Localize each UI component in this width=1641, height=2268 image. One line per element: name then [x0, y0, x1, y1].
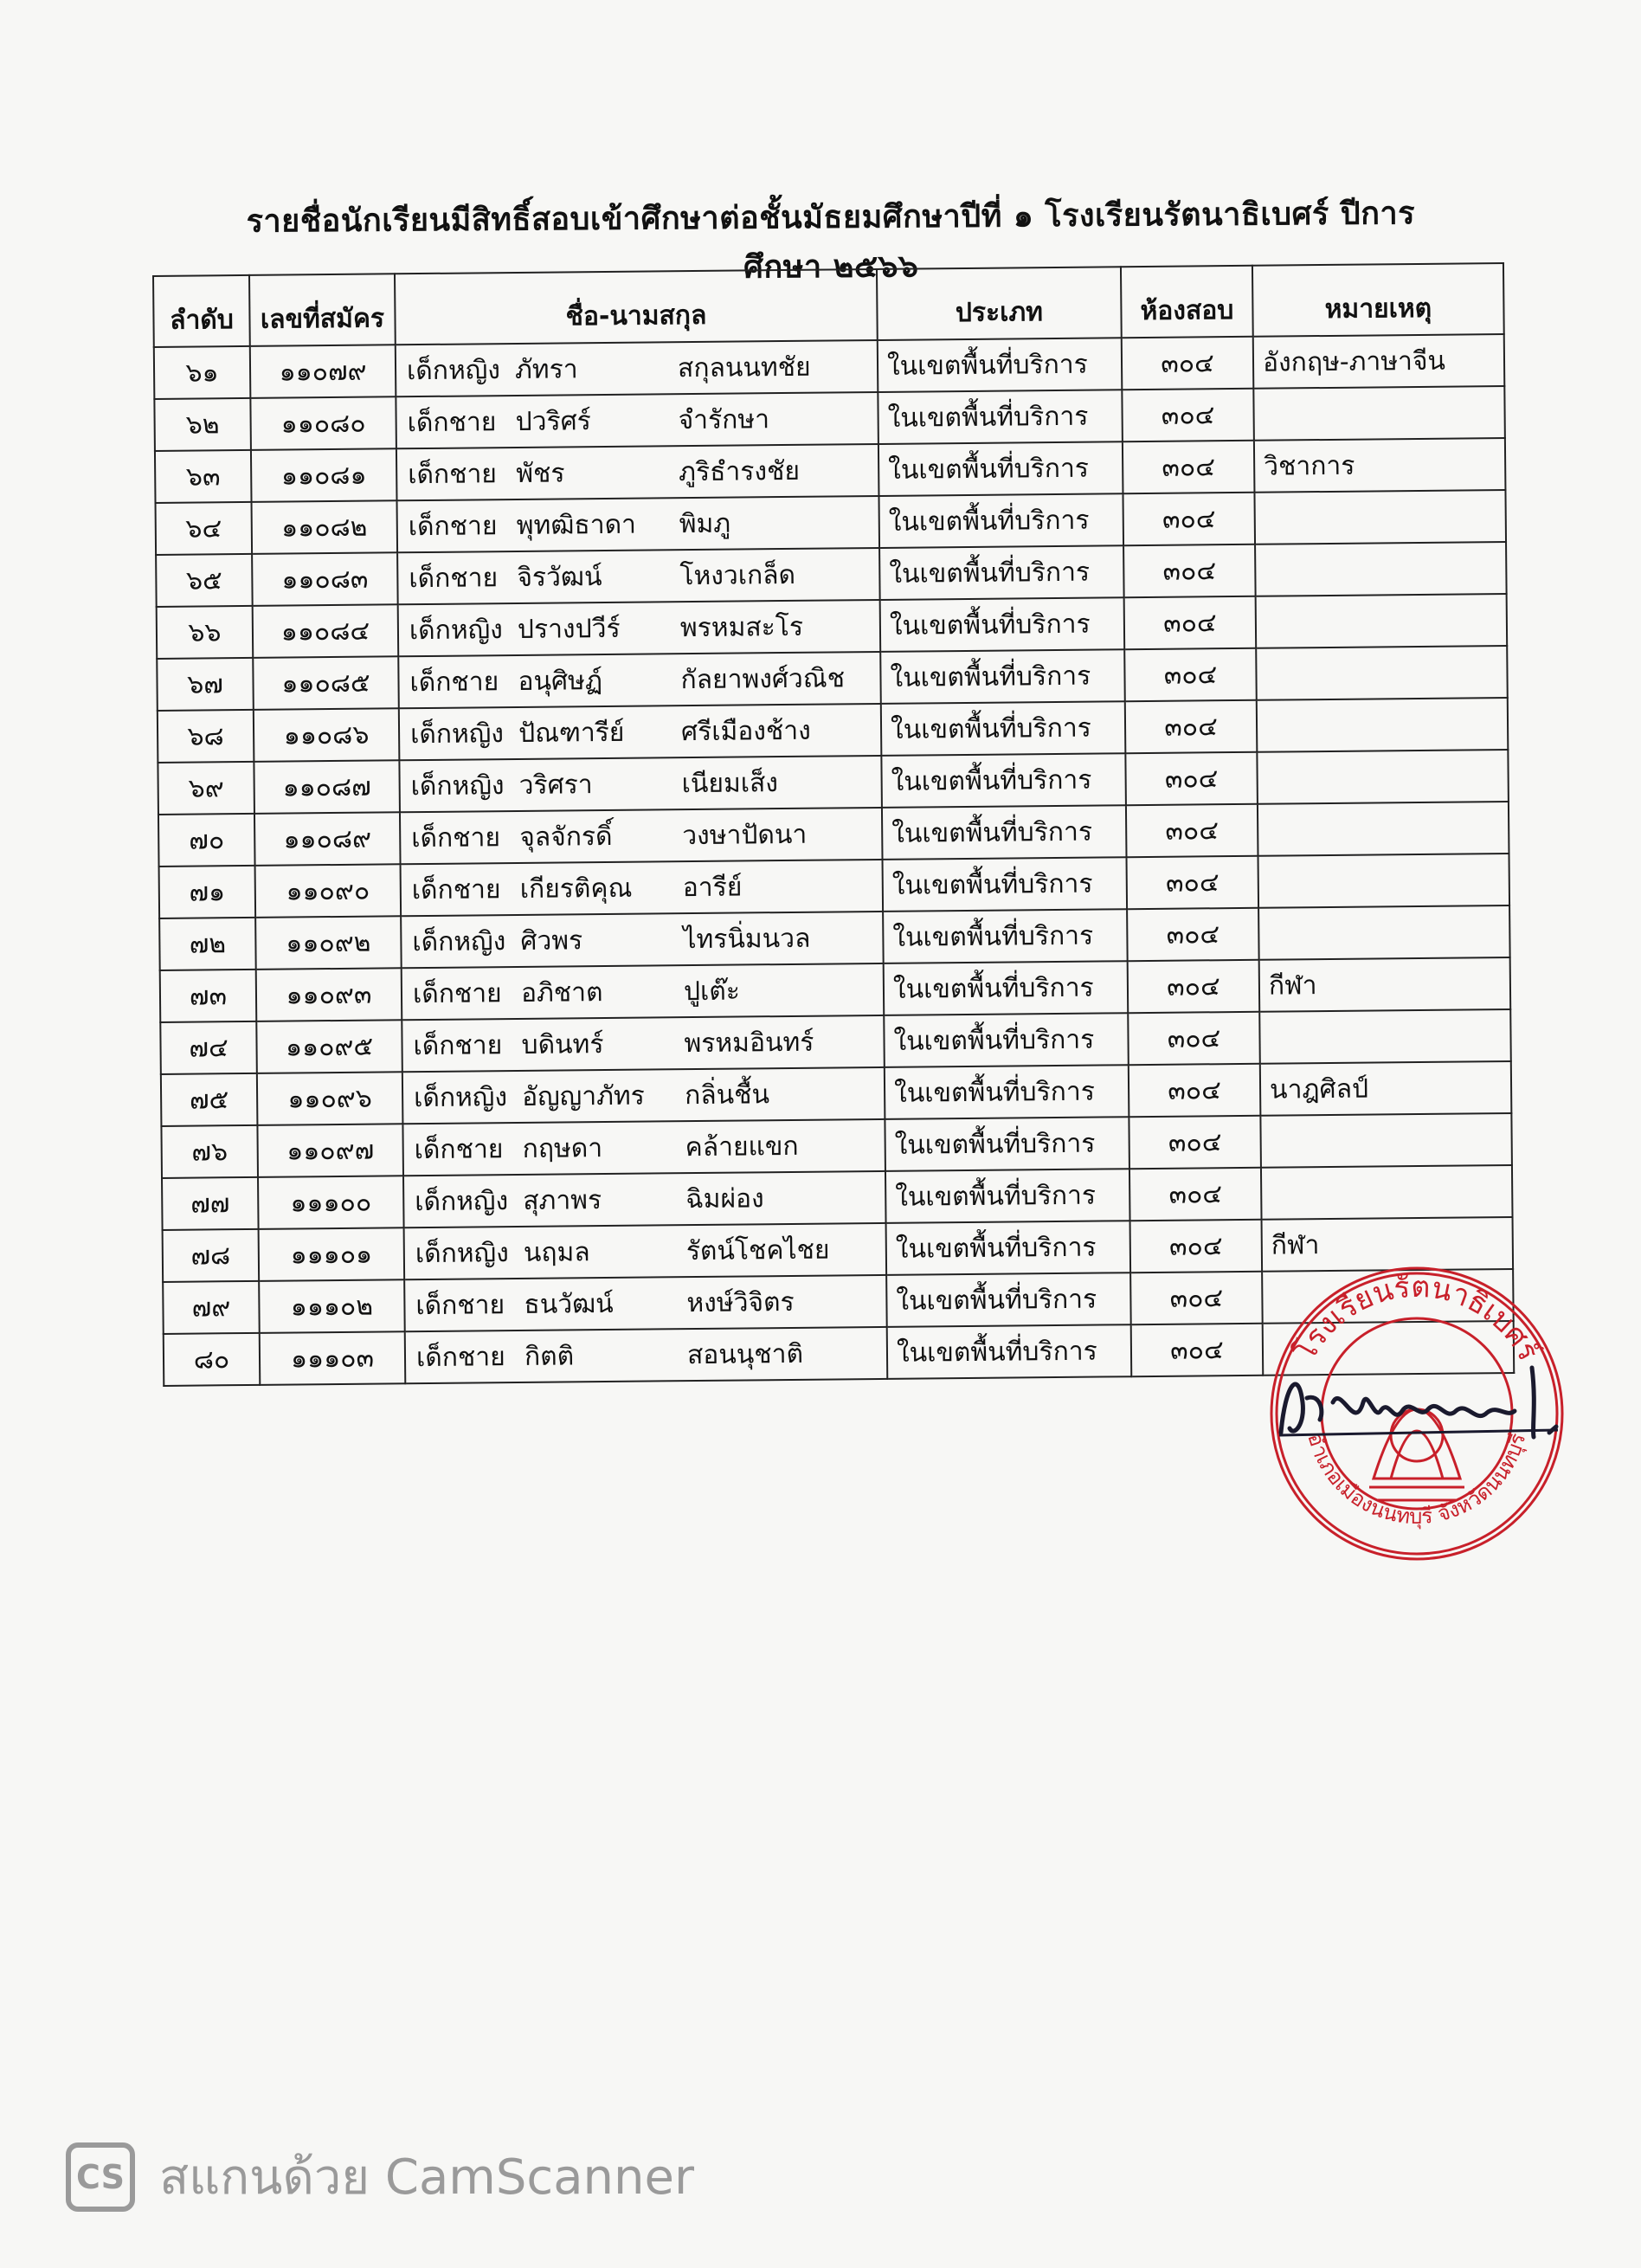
cell-room: ๓๐๔	[1128, 960, 1260, 1013]
cell-name	[402, 963, 885, 1020]
first-name: พุทฒิธาดา	[516, 509, 637, 541]
last-name: พรหมสะโร	[679, 611, 804, 643]
cell-type: ในเขตพื้นที่บริการ	[887, 1324, 1132, 1379]
cell-name	[403, 1171, 886, 1227]
header-room: ห้องสอบ	[1121, 266, 1253, 338]
cell-app-no: ๑๑๑๐๓	[260, 1331, 406, 1385]
cell-no: ๗๒	[159, 918, 256, 970]
cell-no: ๖๒	[154, 398, 251, 451]
cell-type: ในเขตพื้นที่บริการ	[884, 961, 1129, 1015]
cell-app-no: ๑๑๑๐๑	[259, 1227, 405, 1281]
camscanner-text: สแกนด้วย CamScanner	[159, 2149, 694, 2206]
cell-app-no: ๑๑๐๙๐	[255, 864, 402, 918]
name-prefix: เด็กหญิง	[409, 614, 504, 646]
last-name: พิมภู	[679, 508, 731, 539]
cell-note: อังกฤษ-ภาษาจีน	[1253, 334, 1505, 389]
first-name: นฤมล	[523, 1236, 590, 1268]
last-name: จำรักษา	[678, 403, 770, 435]
name-prefix: เด็กชาย	[408, 510, 498, 542]
cell-app-no: ๑๑๐๙๕	[256, 1020, 402, 1073]
cell-app-no: ๑๑๐๘๐	[250, 396, 396, 450]
cell-name	[404, 1223, 887, 1279]
cell-note: นาฎศิลป์	[1260, 1061, 1512, 1116]
name-prefix: เด็กหญิง	[415, 1237, 509, 1269]
cell-no: ๖๖	[157, 606, 254, 659]
cell-no: ๖๕	[156, 554, 253, 607]
cell-name	[405, 1327, 888, 1383]
cell-app-no: ๑๑๑๐๒	[259, 1279, 405, 1333]
cell-room: ๓๐๔	[1128, 1012, 1260, 1065]
last-name: ภูริธำรงชัย	[679, 455, 801, 487]
first-name: พัชร	[516, 457, 565, 489]
cell-app-no: ๑๑๐๙๗	[257, 1124, 403, 1177]
cell-app-no: ๑๑๐๙๒	[255, 916, 402, 970]
cell-room: ๓๐๔	[1124, 596, 1257, 649]
cell-room: ๓๐๔	[1129, 1064, 1261, 1117]
cell-type: ในเขตพื้นที่บริการ	[886, 1273, 1131, 1327]
cell-app-no: ๑๑๐๘๖	[254, 708, 400, 762]
cell-name	[396, 444, 879, 500]
cell-no: ๗๗	[162, 1177, 259, 1230]
first-name: ภัทรา	[514, 353, 578, 385]
last-name: สอนนุชาติ	[686, 1338, 804, 1370]
cell-room: ๓๐๔	[1130, 1272, 1263, 1324]
cell-app-no: ๑๑๐๘๓	[252, 552, 398, 606]
cell-name	[399, 704, 882, 760]
cell-no: ๗๖	[161, 1125, 258, 1178]
cell-type: ในเขตพื้นที่บริการ	[886, 1221, 1131, 1275]
last-name: ไทรนิ่มนวล	[683, 923, 811, 955]
name-prefix: เด็กหญิง	[415, 1185, 509, 1217]
cell-type: ในเขตพื้นที่บริการ	[879, 545, 1124, 600]
first-name: วริศรา	[518, 769, 593, 801]
student-table	[152, 262, 1515, 1387]
cell-type: ในเขตพื้นที่บริการ	[884, 1013, 1129, 1067]
name-prefix: เด็กชาย	[414, 1133, 504, 1165]
cell-no: ๗๕	[161, 1073, 258, 1126]
cell-app-no: ๑๑๐๘๒	[252, 500, 398, 554]
name-prefix: เด็กชาย	[413, 1029, 503, 1061]
cell-app-no: ๑๑๐๘๗	[254, 760, 400, 814]
first-name: เกียรติคุณ	[519, 873, 633, 905]
first-name: ศิวพร	[520, 925, 583, 957]
cell-room: ๓๐๔	[1125, 700, 1258, 753]
header-type: ประเภท	[877, 267, 1122, 340]
cell-room: ๓๐๔	[1127, 908, 1259, 961]
cell-type: ในเขตพื้นที่บริการ	[882, 805, 1127, 860]
cell-room: ๓๐๔	[1126, 804, 1258, 857]
last-name: วงษาปัดนา	[682, 819, 808, 851]
cell-type: ในเขตพื้นที่บริการ	[878, 441, 1123, 496]
cell-note	[1258, 854, 1509, 908]
first-name: ปัณฑารีย์	[518, 717, 625, 749]
cell-name	[402, 1015, 885, 1072]
cell-name	[396, 340, 878, 396]
cell-name	[396, 392, 878, 448]
first-name: อภิชาต	[520, 976, 603, 1008]
cell-app-no: ๑๑๐๗๙	[250, 345, 396, 398]
cell-note	[1257, 698, 1509, 752]
header-app-no: เลขที่สมัคร	[249, 274, 396, 346]
document-title: รายชื่อนักเรียนมีสิทธิ์สอบเข้าศึกษาต่อชั้นมัธยมศึกษาปีที่ ๑ โรงเรียนรัตนาธิเบศร์ ปีการศึกษา ๒๕๖๖	[246, 196, 1416, 286]
cell-room: ๓๐๔	[1123, 441, 1255, 493]
cell-no: ๖๘	[158, 710, 254, 763]
cell-name	[397, 548, 880, 604]
cell-type: ในเขตพื้นที่บริการ	[885, 1117, 1129, 1171]
cell-room: ๓๐๔	[1129, 1116, 1261, 1169]
name-prefix: เด็กชาย	[409, 562, 499, 594]
cell-note: วิชาการ	[1254, 438, 1506, 493]
last-name: กัลยาพงศ์วณิช	[680, 662, 846, 695]
name-prefix: เด็กหญิง	[412, 925, 506, 957]
cell-room: ๓๐๔	[1124, 648, 1257, 701]
last-name: โหงวเกล็ด	[679, 559, 796, 591]
cell-note	[1261, 1165, 1513, 1220]
header-name: ชื่อ-นามสกุล	[395, 269, 878, 345]
camscanner-watermark	[66, 2138, 694, 2215]
cell-note	[1253, 386, 1505, 441]
camscanner-logo-icon: CS	[66, 2142, 135, 2212]
cell-note	[1259, 1009, 1511, 1064]
cell-app-no: ๑๑๐๘๔	[253, 604, 399, 658]
cell-no: ๖๗	[157, 658, 254, 711]
cell-app-no: ๑๑๐๙๓	[256, 968, 402, 1021]
name-prefix: เด็กชาย	[407, 406, 497, 438]
cell-type: ในเขตพื้นที่บริการ	[883, 909, 1128, 963]
header-no: ลำดับ	[153, 275, 250, 347]
cell-type: ในเขตพื้นที่บริการ	[878, 338, 1123, 392]
cell-name	[398, 600, 881, 656]
cell-name	[397, 496, 880, 552]
cell-app-no: ๑๑๐๘๑	[251, 448, 397, 502]
cell-no: ๖๙	[158, 762, 254, 815]
cell-note	[1254, 490, 1506, 544]
name-prefix: เด็กชาย	[408, 458, 498, 490]
cell-note: กีฬา	[1262, 1217, 1514, 1272]
cell-room: ๓๐๔	[1123, 544, 1256, 597]
table-header-row	[153, 263, 1504, 347]
first-name: จิรวัฒน์	[517, 561, 602, 593]
last-name: กลิ่นชื้น	[684, 1079, 770, 1111]
signature	[1272, 1350, 1584, 1454]
cell-room: ๓๐๔	[1123, 493, 1255, 545]
cell-type: ในเขตพื้นที่บริการ	[878, 390, 1123, 444]
first-name: กฤษดา	[522, 1132, 603, 1164]
student-table-wrapper	[152, 262, 1513, 1387]
cell-no: ๗๙	[163, 1281, 260, 1334]
cell-name	[399, 756, 882, 812]
name-prefix: เด็กชาย	[411, 873, 501, 905]
first-name: ปวริศร์	[515, 405, 591, 437]
cell-name	[401, 912, 884, 968]
first-name: กิตติ	[524, 1340, 575, 1372]
cell-note: กีฬา	[1259, 957, 1511, 1012]
cell-no: ๗๐	[158, 814, 255, 867]
header-note: หมายเหตุ	[1252, 263, 1504, 337]
first-name: ปรางปวีร์	[517, 613, 621, 645]
cell-room: ๓๐๔	[1122, 337, 1254, 390]
cell-no: ๗๔	[160, 1021, 257, 1074]
name-prefix: เด็กหญิง	[409, 718, 505, 750]
cell-app-no: ๑๑๐๘๕	[253, 656, 399, 710]
cell-no: ๖๔	[156, 502, 253, 555]
first-name: บดินทร์	[521, 1028, 604, 1060]
name-prefix: เด็กชาย	[409, 666, 499, 698]
cell-note	[1257, 750, 1509, 804]
seal-top-text: โรงเรียนรัตนาธิเบศร์	[1288, 1269, 1546, 1367]
cell-room: ๓๐๔	[1122, 389, 1254, 441]
cell-room: ๓๐๔	[1130, 1220, 1263, 1273]
seal-bottom-text: อำเภอเมืองนนทบุรี จังหวัดนนทบุรี	[1303, 1429, 1531, 1530]
cell-note	[1256, 594, 1508, 648]
cell-note	[1256, 646, 1508, 700]
cell-type: ในเขตพื้นที่บริการ	[881, 701, 1126, 756]
last-name: ปูเต๊ะ	[683, 976, 741, 1007]
cell-type: ในเขตพื้นที่บริการ	[881, 753, 1126, 808]
cell-type: ในเขตพื้นที่บริการ	[880, 649, 1125, 704]
cell-app-no: ๑๑๐๙๖	[257, 1072, 403, 1125]
cell-room: ๓๐๔	[1131, 1324, 1264, 1376]
name-prefix: เด็กชาย	[412, 977, 502, 1009]
first-name: อัญญาภัทร	[521, 1080, 645, 1112]
cell-type: ในเขตพื้นที่บริการ	[878, 493, 1123, 548]
cell-note	[1255, 542, 1507, 596]
cell-type: ในเขตพื้นที่บริการ	[885, 1169, 1130, 1223]
name-prefix: เด็กหญิง	[410, 770, 505, 802]
last-name: เนียมเส็ง	[681, 767, 779, 799]
first-name: จุลจักรดิ์	[519, 821, 613, 853]
cell-name	[400, 808, 883, 864]
cell-name	[401, 860, 884, 916]
cell-type: ในเขตพื้นที่บริการ	[885, 1065, 1129, 1119]
cell-room: ๓๐๔	[1129, 1168, 1262, 1221]
name-prefix: เด็กหญิง	[413, 1081, 508, 1113]
cell-name	[402, 1119, 885, 1176]
name-prefix: เด็กหญิง	[406, 354, 501, 386]
last-name: ฉิมผ่อง	[685, 1182, 764, 1215]
last-name: รัตน์โชคไชย	[685, 1234, 830, 1266]
name-prefix: เด็กชาย	[415, 1341, 505, 1373]
cell-note	[1258, 802, 1509, 856]
cell-no: ๘๐	[164, 1333, 261, 1386]
last-name: คล้ายแขก	[685, 1131, 799, 1163]
cell-name	[404, 1275, 887, 1331]
cell-app-no: ๑๑๐๘๙	[254, 812, 401, 866]
cell-name	[402, 1067, 885, 1124]
last-name: หงษ์วิจิตร	[686, 1286, 795, 1318]
first-name: สุภาพร	[523, 1184, 602, 1216]
last-name: ศรีเมืองช้าง	[680, 715, 811, 747]
name-prefix: เด็กชาย	[415, 1289, 505, 1321]
cell-name	[398, 652, 881, 708]
cell-no: ๗๑	[159, 866, 256, 918]
cell-no: ๗๓	[160, 970, 257, 1022]
cell-type: ในเขตพื้นที่บริการ	[880, 597, 1125, 652]
cell-note	[1258, 905, 1510, 960]
last-name: พรหมอินทร์	[684, 1027, 814, 1059]
first-name: อนุศิษฏ์	[518, 665, 603, 697]
last-name: สกุลนนทชัย	[677, 351, 811, 383]
cell-note	[1260, 1113, 1512, 1168]
cell-type: ในเขตพื้นที่บริการ	[883, 857, 1128, 912]
first-name: ธนวัฒน์	[524, 1288, 614, 1320]
name-prefix: เด็กชาย	[411, 822, 501, 854]
last-name: อารีย์	[682, 871, 743, 903]
cell-room: ๓๐๔	[1127, 856, 1259, 909]
cell-no: ๖๑	[154, 346, 251, 399]
cell-app-no: ๑๑๑๐๐	[258, 1176, 404, 1229]
cell-no: ๗๘	[163, 1229, 260, 1282]
cell-no: ๖๓	[155, 450, 252, 503]
cell-room: ๓๐๔	[1125, 752, 1258, 805]
